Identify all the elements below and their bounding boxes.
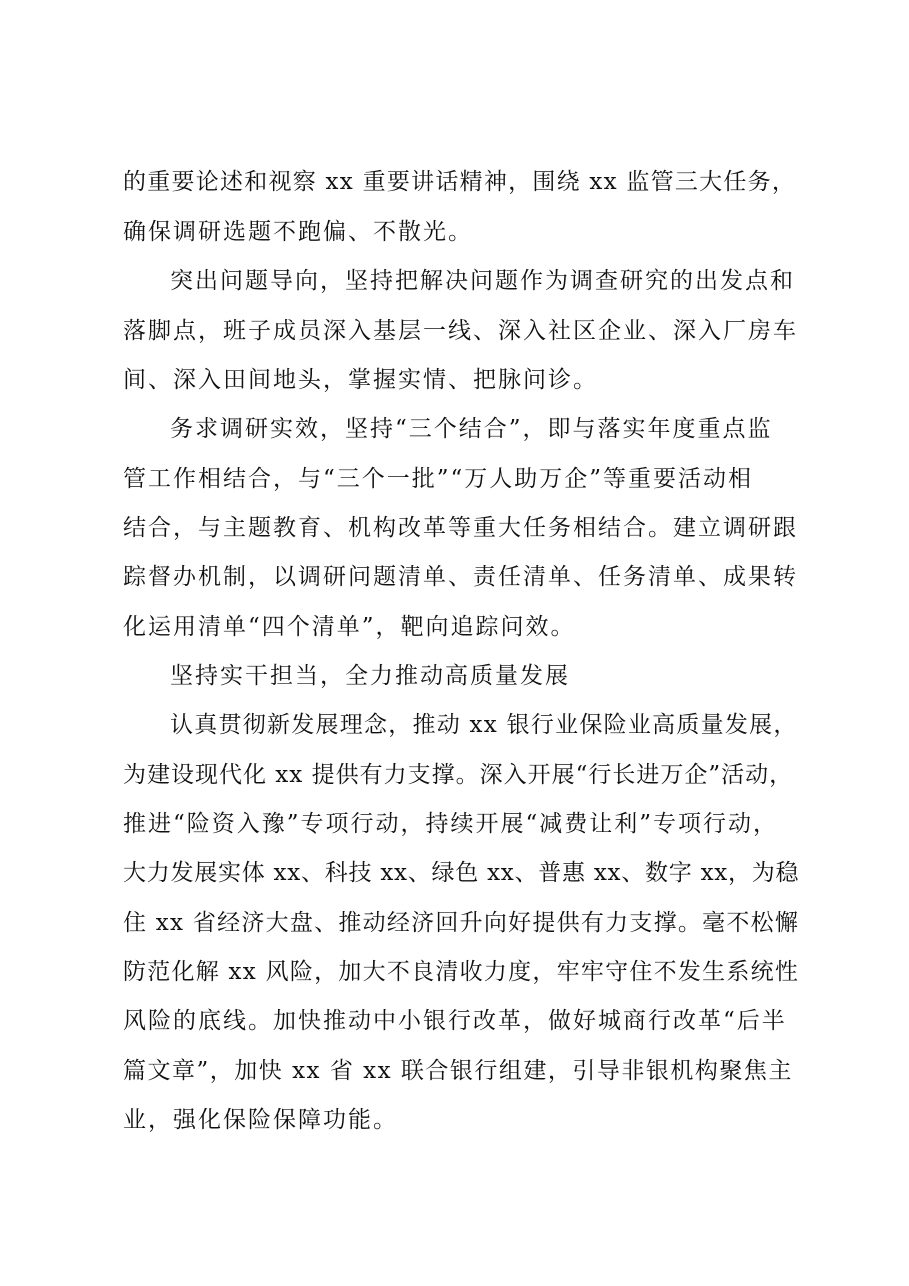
text-line: 确保调研选题不跑偏、不散光。 [123,219,473,245]
text-line: 风险的底线。加快推动中小银行改革，做好城商行改革“后半 [123,1008,787,1034]
text-line: 大力发展实体 xx、科技 xx、绿色 xx、普惠 xx、数字 xx，为稳 [123,860,800,886]
text-line: 为建设现代化 xx 提供有力支撑。深入开展“行长进万企”活动， [123,762,794,788]
text-line: 推进“险资入豫”专项行动，持续开展“减费让利”专项行动， [123,811,779,837]
text-line: 业，强化保险保障功能。 [123,1107,398,1133]
text-line: 的重要论述和视察 xx 重要讲话精神，围绕 xx 监管三大任务， [123,169,797,195]
text-line: 篇文章”，加快 xx 省 xx 联合银行组建，引导非银机构聚焦主 [123,1058,793,1084]
text-line: 落脚点，班子成员深入基层一线、深入社区企业、深入厂房车 [123,318,798,344]
text-line: 务求调研实效，坚持“三个结合”，即与落实年度重点监 [170,416,773,442]
section-heading: 坚持实干担当，全力推动高质量发展 [170,663,570,689]
text-line: 住 xx 省经济大盘、推动经济回升向好提供有力支撑。毫不松懈 [123,910,800,936]
text-line: 管工作相结合，与“三个一批”“万人助万企”等重要活动相 [123,466,754,492]
text-line: 突出问题导向，坚持把解决问题作为调查研究的出发点和 [170,268,795,294]
text-line: 踪督办机制，以调研问题清单、责任清单、任务清单、成果转 [123,564,798,590]
text-line: 间、深入田间地头，掌握实情、把脉问诊。 [123,367,598,393]
text-line: 结合，与主题教育、机构改革等重大任务相结合。建立调研跟 [123,515,798,541]
text-line: 化运用清单“四个清单”，靶向追踪问效。 [123,614,576,640]
text-line: 认真贯彻新发展理念，推动 xx 银行业保险业高质量发展， [170,712,798,738]
text-line: 防范化解 xx 风险，加大不良清收力度，牢牢守住不发生系统性 [123,959,800,985]
